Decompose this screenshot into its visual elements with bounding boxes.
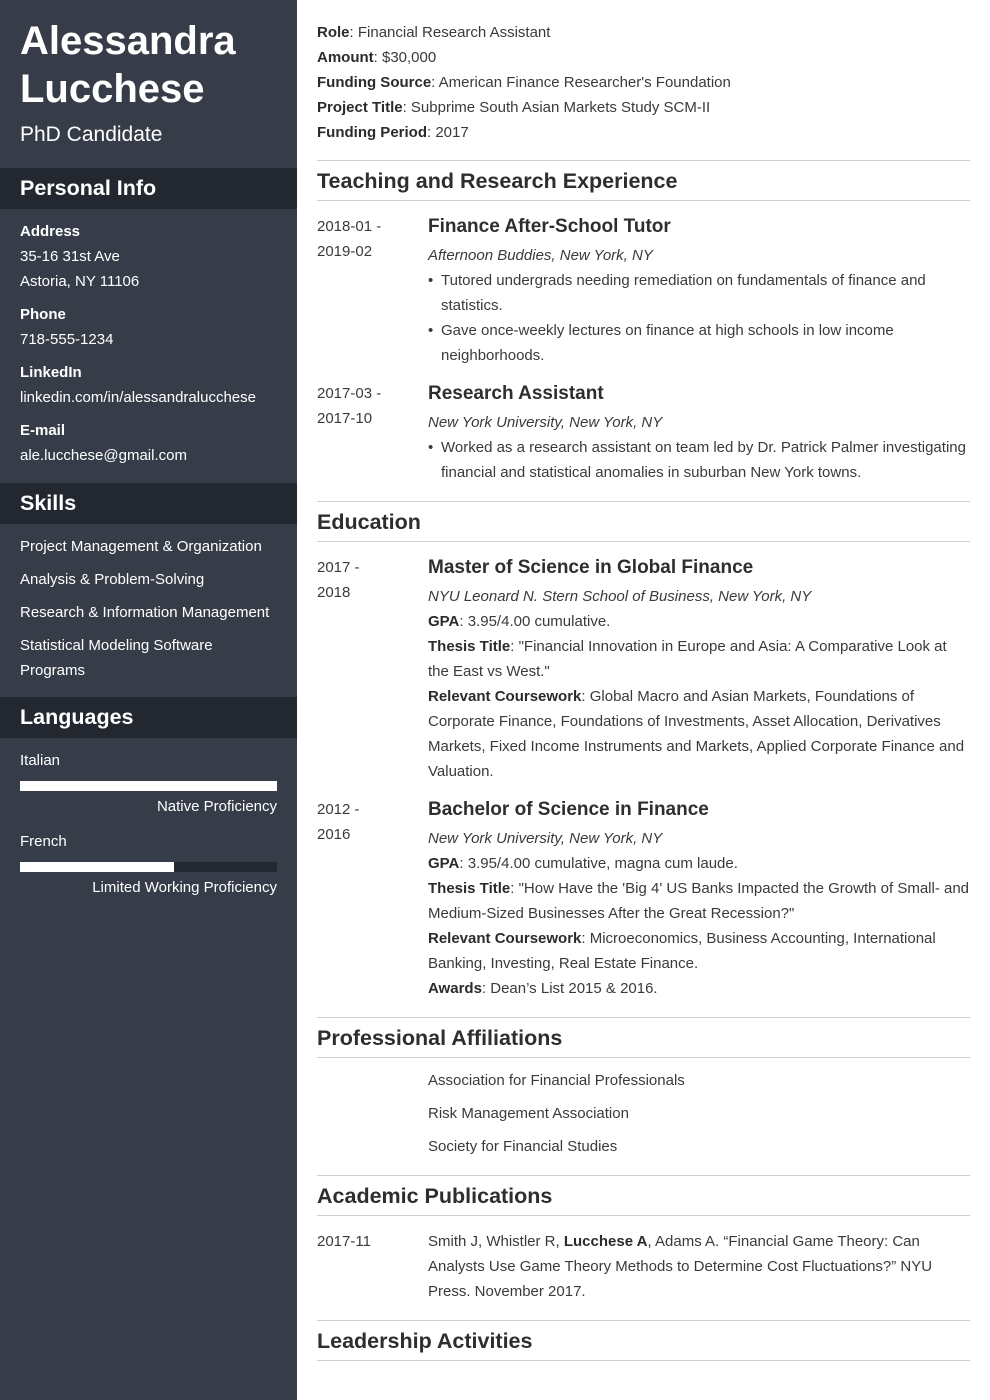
thesis-value: : "How Have the 'Big 4' US Banks Impacted the Growth of Small- and Medium-Sized Businesses After the Great Recession?" xyxy=(428,880,970,922)
citation-author-highlight: Lucchese A xyxy=(563,1233,648,1250)
publications-heading: Academic Publications xyxy=(317,1175,970,1216)
grant-period-value: : 2017 xyxy=(427,124,469,141)
skills-list xyxy=(0,534,297,683)
entry-body xyxy=(428,555,970,784)
language-item xyxy=(20,829,277,900)
grant-source xyxy=(317,70,970,95)
personal-info xyxy=(0,219,297,468)
education-entry xyxy=(317,797,970,1001)
main-content xyxy=(317,0,970,1361)
gpa-line xyxy=(428,609,970,634)
affiliation-item: Society for Financial Studies xyxy=(428,1138,618,1155)
thesis-value: : "Financial Innovation in Europe and Asia: A Comparative Look at the East vs West." xyxy=(428,638,947,680)
grant-source-label: Funding Source xyxy=(317,74,432,91)
thesis-label: Thesis Title xyxy=(428,880,511,897)
grant-amount xyxy=(317,45,970,70)
grant-role xyxy=(317,20,970,45)
gpa-value: : 3.95/4.00 cumulative. xyxy=(459,613,611,630)
affiliations-heading: Professional Affiliations xyxy=(317,1017,970,1058)
date-end: 2019-02 xyxy=(317,243,373,260)
email-label: E-mail xyxy=(20,422,66,439)
email-block xyxy=(20,418,277,468)
date-end: 2016 xyxy=(317,826,351,843)
grant-project-label: Project Title xyxy=(317,99,403,116)
gpa-label: GPA xyxy=(428,855,460,872)
address-block xyxy=(20,219,277,294)
skill-item: Statistical Modeling Software Programs xyxy=(20,637,213,679)
personal-info-heading: Personal Info xyxy=(0,168,297,209)
awards-label: Awards xyxy=(428,980,482,997)
sidebar xyxy=(0,0,297,1400)
address-label: Address xyxy=(20,223,81,240)
entry-body xyxy=(428,214,970,368)
education-entry xyxy=(317,555,970,784)
bullet-item: • Worked as a research assistant on team led by Dr. Patrick Palmer investigating financial and statistical anomalies in suburban New York towns. xyxy=(428,435,970,485)
entry-date xyxy=(317,381,428,485)
thesis-line xyxy=(428,634,970,684)
publication-entry xyxy=(317,1229,970,1304)
entry-title: Bachelor of Science in Finance xyxy=(428,799,709,820)
grant-amount-label: Amount xyxy=(317,49,374,66)
date-start: 2012 - xyxy=(317,801,360,818)
coursework-value: : Microeconomics, Business Accounting, International Banking, Investing, Real Estate Finance. xyxy=(428,930,936,972)
candidate-name xyxy=(0,0,297,113)
citation-authors-before: Smith J, Whistler R, xyxy=(428,1233,564,1250)
date-start: 2017-03 - xyxy=(317,385,382,402)
linkedin-label: LinkedIn xyxy=(20,364,82,381)
candidate-title: PhD Candidate xyxy=(20,123,163,146)
gpa-label: GPA xyxy=(428,613,460,630)
grant-source-value: : American Finance Researcher's Foundation xyxy=(431,74,731,91)
entry-organization: NYU Leonard N. Stern School of Business, New York, NY xyxy=(428,588,812,605)
languages-list xyxy=(0,748,297,900)
entry-title: Finance After-School Tutor xyxy=(428,216,671,237)
phone-label: Phone xyxy=(20,306,66,323)
entry-organization: New York University, New York, NY xyxy=(428,414,663,431)
thesis-label: Thesis Title xyxy=(428,638,511,655)
leadership-heading: Leadership Activities xyxy=(317,1320,970,1361)
awards-line xyxy=(428,976,970,1001)
language-item xyxy=(20,748,277,819)
grant-period-label: Funding Period xyxy=(317,124,427,141)
experience-entry xyxy=(317,381,970,485)
coursework-line xyxy=(428,684,970,784)
skill-item: Analysis & Problem-Solving xyxy=(20,571,205,588)
entry-date xyxy=(317,214,428,368)
grant-amount-value: : $30,000 xyxy=(373,49,437,66)
entry-organization: New York University, New York, NY xyxy=(428,830,663,847)
skill-item: Research & Information Management xyxy=(20,604,270,621)
phone-value[interactable]: 718-555-1234 xyxy=(20,331,114,348)
entry-title: Master of Science in Global Finance xyxy=(428,557,754,578)
linkedin-link[interactable]: linkedin.com/in/alessandralucchese xyxy=(20,389,256,406)
thesis-line xyxy=(428,876,970,926)
language-level: Limited Working Proficiency xyxy=(92,879,277,896)
coursework-value: : Global Macro and Asian Markets, Foundations of Corporate Finance, Foundations of Investments, Asset Allocation, Derivatives Markets, Fixed Income Instruments and Markets, Applied Corporate Finance and Valuation. xyxy=(428,688,965,780)
date-end: 2018 xyxy=(317,584,351,601)
language-proficiency-bar xyxy=(20,862,277,872)
date-end: 2017-10 xyxy=(317,410,373,427)
publication-citation xyxy=(428,1229,970,1304)
email-link[interactable]: ale.lucchese@gmail.com xyxy=(20,447,187,464)
bullet-item: • Gave once-weekly lectures on finance at high schools in low income neighborhoods. xyxy=(428,318,970,368)
bullet-list xyxy=(428,435,970,485)
affiliation-item: Risk Management Association xyxy=(428,1105,629,1122)
experience-entry xyxy=(317,214,970,368)
coursework-label: Relevant Coursework xyxy=(428,688,582,705)
publication-date: 2017-11 xyxy=(317,1233,371,1250)
gpa-line xyxy=(428,851,970,876)
education-heading: Education xyxy=(317,501,970,542)
entry-body xyxy=(428,797,970,1001)
coursework-line xyxy=(428,926,970,976)
language-proficiency-fill xyxy=(20,781,277,791)
skills-heading: Skills xyxy=(0,483,297,524)
gpa-value: : 3.95/4.00 cumulative, magna cum laude. xyxy=(459,855,738,872)
grant-project-value: : Subprime South Asian Markets Study SCM-II xyxy=(402,99,711,116)
grant-details xyxy=(317,0,970,145)
date-start: 2017 - xyxy=(317,559,360,576)
phone-block xyxy=(20,302,277,352)
grant-role-value: : Financial Research Assistant xyxy=(349,24,551,41)
name-first: Alessandra xyxy=(20,19,236,63)
affiliations-list xyxy=(317,1068,970,1159)
experience-section xyxy=(317,214,970,501)
grant-project xyxy=(317,95,970,120)
name-last: Lucchese xyxy=(20,67,205,111)
grant-period xyxy=(317,120,970,145)
linkedin-block xyxy=(20,360,277,410)
entry-date xyxy=(317,797,428,1001)
grant-role-label: Role xyxy=(317,24,350,41)
experience-heading: Teaching and Research Experience xyxy=(317,160,970,201)
languages-heading: Languages xyxy=(0,697,297,738)
entry-date xyxy=(317,555,428,784)
entry-organization: Afternoon Buddies, New York, NY xyxy=(428,247,653,264)
language-proficiency-fill xyxy=(20,862,174,872)
date-start: 2018-01 - xyxy=(317,218,382,235)
bullet-list xyxy=(428,268,970,368)
publications-section xyxy=(317,1229,970,1320)
awards-value: : Dean’s List 2015 & 2016. xyxy=(481,980,658,997)
skill-item: Project Management & Organization xyxy=(20,538,262,555)
entry-title: Research Assistant xyxy=(428,383,604,404)
language-proficiency-bar xyxy=(20,781,277,791)
bullet-item: • Tutored undergrads needing remediation on fundamentals of finance and statistics. xyxy=(428,268,970,318)
address-line2: Astoria, NY 11106 xyxy=(20,273,140,290)
address-line1: 35-16 31st Ave xyxy=(20,248,120,265)
language-name: Italian xyxy=(20,752,61,769)
coursework-label: Relevant Coursework xyxy=(428,930,582,947)
education-section xyxy=(317,555,970,1017)
language-level: Native Proficiency xyxy=(156,798,277,815)
affiliation-item: Association for Financial Professionals xyxy=(428,1072,685,1089)
citation-rest: , Adams A. “Financial Game Theory: Can Analysts Use Game Theory Methods to Determine Cost Fluctuations?” NYU Press. November 2017. xyxy=(428,1233,933,1300)
affiliations-section xyxy=(317,1068,970,1175)
language-name: French xyxy=(20,833,67,850)
entry-body xyxy=(428,381,970,485)
